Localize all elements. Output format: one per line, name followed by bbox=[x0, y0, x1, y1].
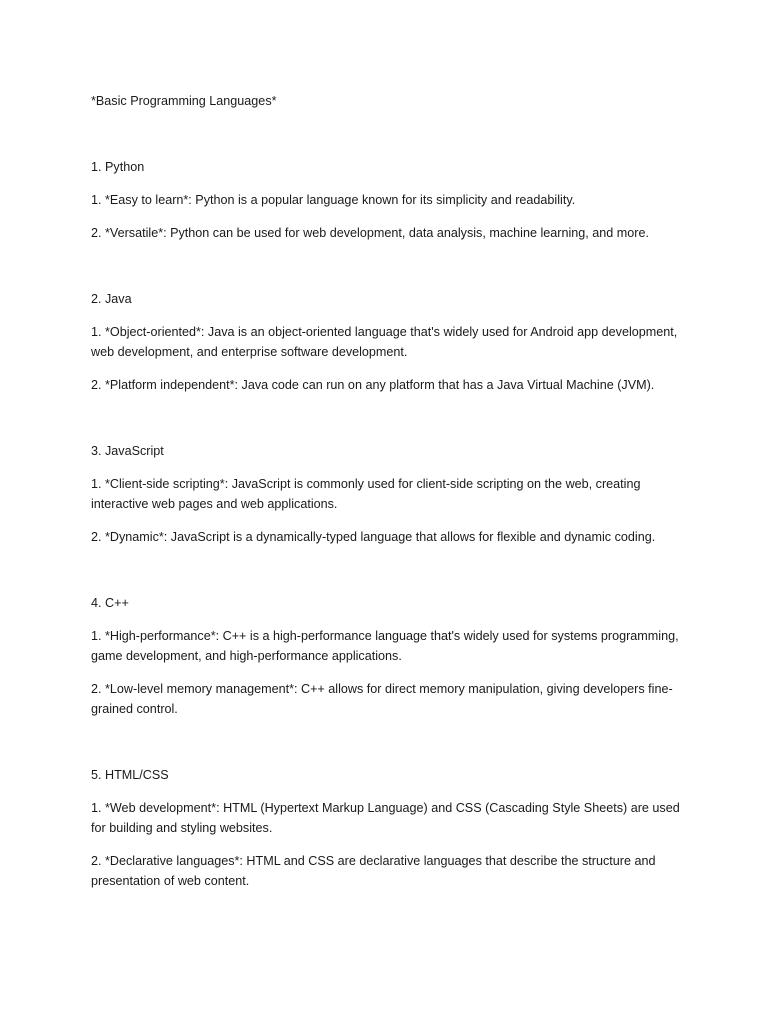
section-html-css bbox=[91, 765, 681, 891]
bullet-point: 1. *Object-oriented*: Java is an object-oriented language that's widely used for Android app development, web development, and enterprise software development. bbox=[91, 325, 678, 359]
bullet-point: 2. *Platform independent*: Java code can run on any platform that has a Java Virtual Machine (JVM). bbox=[91, 378, 655, 392]
section-heading: 1. Python bbox=[91, 160, 145, 174]
document-title: *Basic Programming Languages* bbox=[91, 94, 277, 108]
section-heading: 3. JavaScript bbox=[91, 444, 164, 458]
bullet-point: 2. *Versatile*: Python can be used for web development, data analysis, machine learning, and more. bbox=[91, 226, 649, 240]
section-cpp bbox=[91, 593, 681, 719]
bullet-point: 2. *Dynamic*: JavaScript is a dynamically-typed language that allows for flexible and dynamic coding. bbox=[91, 530, 656, 544]
section-java bbox=[91, 289, 681, 395]
section-python bbox=[91, 157, 681, 243]
section-heading: 4. C++ bbox=[91, 596, 129, 610]
bullet-point: 1. *Client-side scripting*: JavaScript is commonly used for client-side scripting on the web, creating interactive web pages and web applications. bbox=[91, 477, 641, 511]
bullet-point: 1. *High-performance*: C++ is a high-performance language that's widely used for systems programming, game development, and high-performance applications. bbox=[91, 629, 679, 663]
section-heading: 5. HTML/CSS bbox=[91, 768, 169, 782]
bullet-point: 1. *Web development*: HTML (Hypertext Markup Language) and CSS (Cascading Style Sheets) are used for building and styling websites. bbox=[91, 801, 680, 835]
section-heading: 2. Java bbox=[91, 292, 132, 306]
document-body bbox=[91, 91, 681, 891]
bullet-point: 2. *Declarative languages*: HTML and CSS are declarative languages that describe the structure and presentation of web content. bbox=[91, 854, 656, 888]
section-javascript bbox=[91, 441, 681, 547]
bullet-point: 2. *Low-level memory management*: C++ allows for direct memory manipulation, giving developers fine-grained control. bbox=[91, 682, 673, 716]
bullet-point: 1. *Easy to learn*: Python is a popular language known for its simplicity and readability. bbox=[91, 193, 576, 207]
